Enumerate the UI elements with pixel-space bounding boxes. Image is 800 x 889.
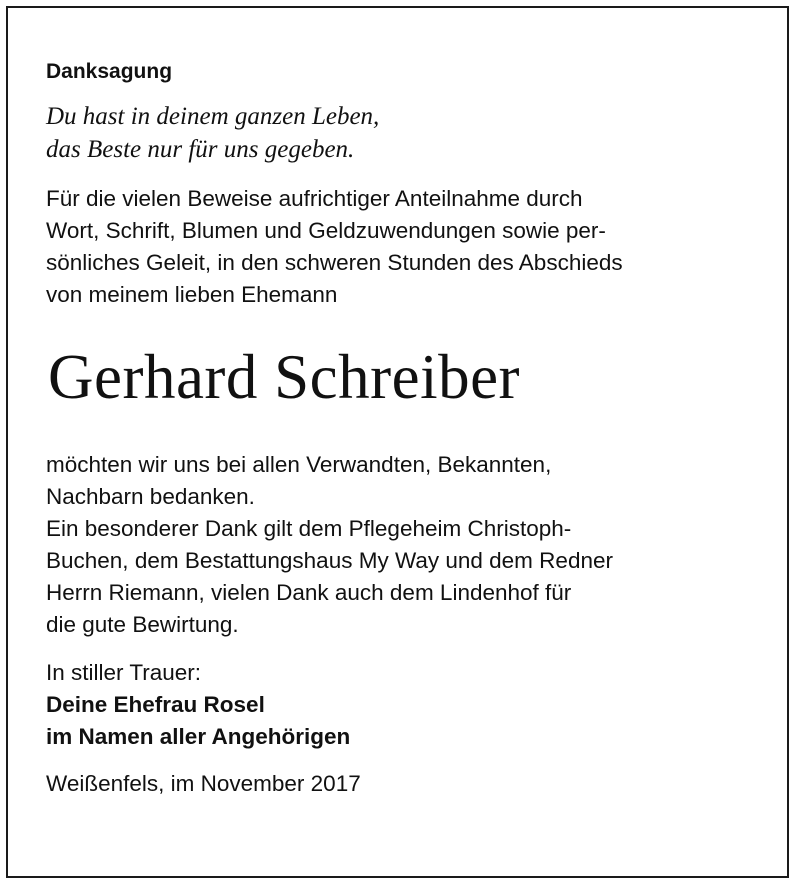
text-line: sönliches Geleit, in den schweren Stunden des Abschieds: [46, 250, 623, 275]
text-line: möchten wir uns bei allen Verwandten, Bekannten,: [46, 452, 552, 477]
verse-line: das Beste nur für uns gegeben.: [46, 136, 355, 163]
text-line: Ein besonderer Dank gilt dem Pflegeheim Christoph-: [46, 516, 572, 541]
text-line: Für die vielen Beweise aufrichtiger Anteilnahme durch: [46, 186, 583, 211]
obituary-notice: [46, 58, 766, 800]
text-line: Nachbarn bedanken.: [46, 484, 255, 509]
text-line: Wort, Schrift, Blumen und Geldzuwendungen sowie per-: [46, 218, 606, 243]
text-line: von meinem lieben Ehemann: [46, 282, 338, 307]
intro-paragraph: [46, 183, 766, 311]
text-line: die gute Bewirtung.: [46, 612, 239, 637]
memorial-verse: [46, 100, 766, 166]
thanks-paragraph: [46, 449, 766, 641]
place-and-date: Weißenfels, im November 2017: [46, 771, 361, 796]
text-line: Herrn Riemann, vielen Dank auch dem Lindenhof für: [46, 580, 572, 605]
signoff-relatives: im Namen aller Angehörigen: [46, 724, 351, 749]
signoff-label: In stiller Trauer:: [46, 660, 202, 685]
text-line: Buchen, dem Bestattungshaus My Way und dem Redner: [46, 548, 613, 573]
verse-line: Du hast in deinem ganzen Leben,: [46, 103, 380, 130]
signoff-block: [46, 657, 766, 753]
deceased-name: Gerhard Schreiber: [48, 342, 521, 412]
signoff-spouse: Deine Ehefrau Rosel: [46, 692, 265, 717]
notice-heading: Danksagung: [46, 60, 173, 83]
